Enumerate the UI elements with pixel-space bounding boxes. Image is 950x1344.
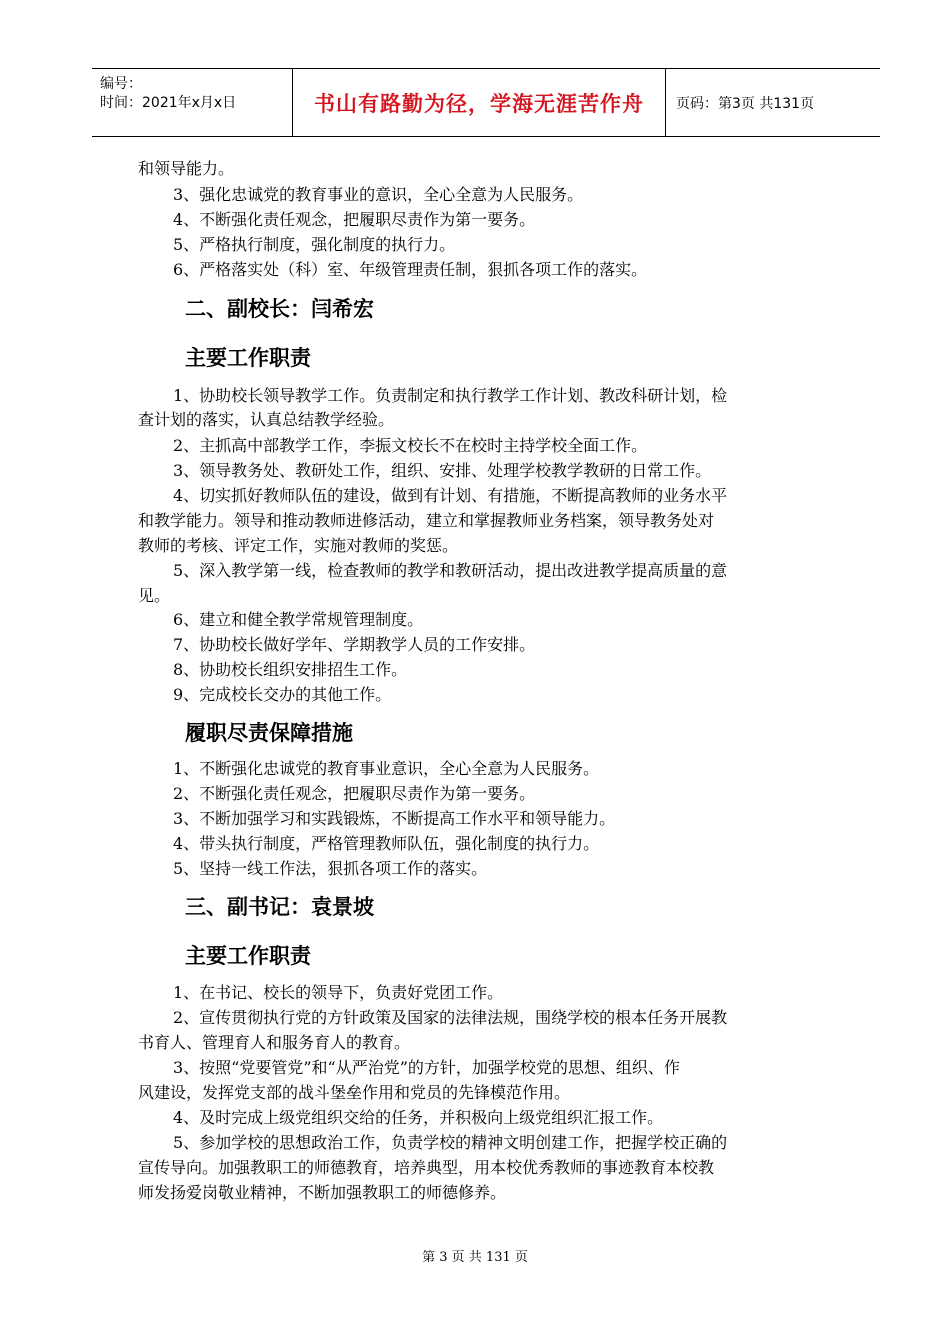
- body-line: 书育人、管理育人和服务育人的教育。: [138, 1033, 411, 1052]
- header-page-info: 页码：第3页 共131页: [676, 95, 815, 112]
- body-line: 3、按照“党要管党”和“从严治党”的方针，加强学校党的思想、组织、作: [173, 1058, 680, 1077]
- body-line: 4、不断强化责任观念，把履职尽责作为第一要务。: [173, 210, 536, 229]
- body-line: 教师的考核、评定工作，实施对教师的奖惩。: [138, 536, 459, 555]
- body-line: 3、领导教务处、教研处工作，组织、安排、处理学校教学教研的日常工作。: [173, 461, 712, 480]
- section-heading: 二、副校长：闫希宏: [185, 297, 374, 321]
- body-line: 查计划的落实，认真总结教学经验。: [138, 410, 395, 429]
- body-line: 5、深入教学第一线，检查教师的教学和教研活动，提出改进教学提高质量的意: [173, 561, 728, 580]
- page-footer: 第 3 页 共 131 页: [422, 1250, 528, 1265]
- body-line: 5、坚持一线工作法，狠抓各项工作的落实。: [173, 859, 488, 878]
- body-line: 2、宣传贯彻执行党的方针政策及国家的法律法规，围绕学校的根本任务开展教: [173, 1008, 728, 1027]
- body-line: 2、主抓高中部教学工作，李振文校长不在校时主持学校全面工作。: [173, 436, 648, 455]
- number-label: 编号：: [100, 76, 142, 92]
- body-line: 和领导能力。: [138, 159, 235, 178]
- body-line: 9、完成校长交办的其他工作。: [173, 685, 392, 704]
- body-line: 5、参加学校的思想政治工作，负责学校的精神文明创建工作，把握学校正确的: [173, 1133, 728, 1152]
- subsection-heading: 主要工作职责: [185, 944, 311, 968]
- section-heading: 三、副书记：袁景坡: [185, 895, 374, 919]
- body-line: 4、带头执行制度，严格管理教师队伍，强化制度的执行力。: [173, 834, 600, 853]
- body-line: 2、不断强化责任观念，把履职尽责作为第一要务。: [173, 784, 536, 803]
- body-line: 3、强化忠诚党的教育事业的意识，全心全意为人民服务。: [173, 185, 584, 204]
- subsection-heading: 履职尽责保障措施: [185, 721, 353, 745]
- page-header: [92, 68, 880, 137]
- body-line: 5、严格执行制度，强化制度的执行力。: [173, 235, 456, 254]
- subsection-heading: 主要工作职责: [185, 346, 311, 370]
- body-line: 师发扬爱岗敬业精神，不断加强教职工的师德修养。: [138, 1183, 507, 1202]
- body-line: 见。: [138, 586, 171, 605]
- body-line: 4、切实抓好教师队伍的建设，做到有计划、有措施，不断提高教师的业务水平: [173, 486, 728, 505]
- body-line: 和教学能力。领导和推动教师进修活动，建立和掌握教师业务档案，领导教务处对: [138, 511, 715, 530]
- body-line: 6、建立和健全教学常规管理制度。: [173, 610, 424, 629]
- header-meta: [92, 69, 293, 136]
- body-line: 4、及时完成上级党组织交给的任务，并积极向上级党组织汇报工作。: [173, 1108, 664, 1127]
- body-line: 6、严格落实处（科）室、年级管理责任制，狠抓各项工作的落实。: [173, 260, 648, 279]
- body-line: 3、不断加强学习和实践锻炼，不断提高工作水平和领导能力。: [173, 809, 616, 828]
- body-line: 1、不断强化忠诚党的教育事业意识，全心全意为人民服务。: [173, 759, 600, 778]
- time-label: 时间：2021年x月x日: [100, 95, 237, 111]
- body-line: 8、协助校长组织安排招生工作。: [173, 660, 408, 679]
- body-line: 1、在书记、校长的领导下，负责好党团工作。: [173, 983, 504, 1002]
- body-line: 1、协助校长领导教学工作。负责制定和执行教学工作计划、教改科研计划，检: [173, 386, 728, 405]
- body-line: 宣传导向。加强教职工的师德教育，培养典型，用本校优秀教师的事迹教育本校教: [138, 1158, 715, 1177]
- body-line: 风建设，发挥党支部的战斗堡垒作用和党员的先锋模范作用。: [138, 1083, 571, 1102]
- body-line: 7、协助校长做好学年、学期教学人员的工作安排。: [173, 635, 536, 654]
- header-motto: 书山有路勤为径，学海无涯苦作舟: [293, 69, 666, 136]
